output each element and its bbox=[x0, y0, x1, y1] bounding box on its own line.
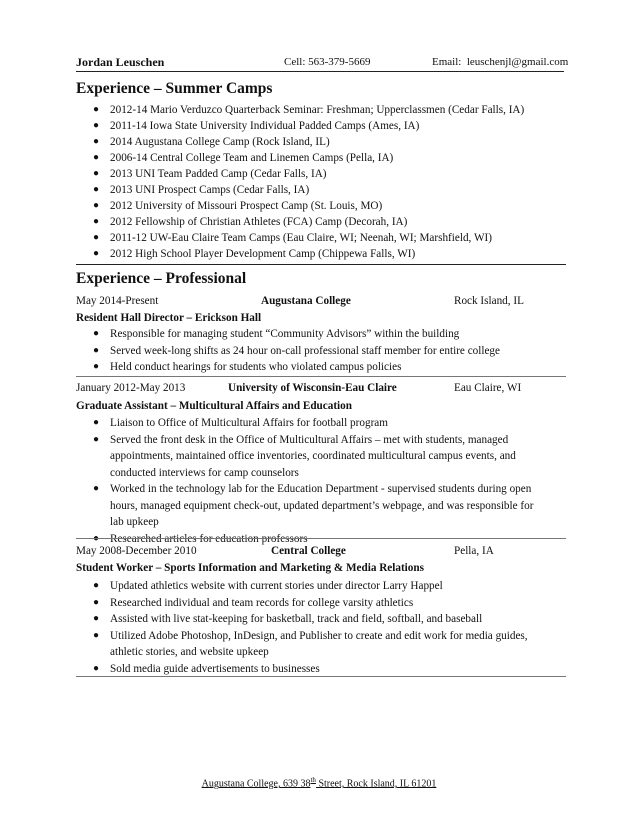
candidate-name: Jordan Leuschen bbox=[76, 55, 165, 69]
job-location: Pella, IA bbox=[454, 545, 494, 557]
list-item: ● 2013 UNI Team Padded Camp (Cedar Falls, IA) bbox=[93, 168, 327, 180]
job-organization: University of Wisconsin-Eau Claire bbox=[228, 382, 397, 394]
list-item: ● Researched individual and team records for college varsity athletics bbox=[88, 595, 558, 612]
bullet-icon: ● bbox=[93, 184, 100, 195]
list-item: ● 2011-12 UW-Eau Claire Team Camps (Eau Claire, WI; Neenah, WI; Marshfield, WI) bbox=[93, 232, 492, 244]
job-organization: Central College bbox=[271, 545, 346, 557]
bullet-icon: ● bbox=[93, 417, 100, 428]
job-bullets bbox=[88, 415, 548, 547]
contact-header bbox=[76, 55, 569, 72]
section-divider bbox=[76, 264, 566, 265]
email-address: leuschenjl@gmail.com bbox=[466, 56, 569, 68]
bullet-icon: ● bbox=[93, 168, 100, 179]
bullet-icon: ● bbox=[93, 662, 100, 674]
job-bullets bbox=[88, 578, 558, 677]
bullet-icon: ● bbox=[93, 136, 100, 147]
list-item: ● Served the front desk in the Office of Multicultural Affairs – met with students, managed appointments, maintained office inventories, coordinated multicultural campus events, and conducted interviews for camp counselors bbox=[93, 433, 516, 479]
bullet-icon: ● bbox=[93, 361, 100, 372]
list-item: ● Utilized Adobe Photoshop, InDesign, and Publisher to create and edit work for media guides, athletic stories, and website upkeep bbox=[93, 629, 528, 658]
job-header bbox=[76, 545, 566, 561]
list-item: ● 2011-14 Iowa State University Individual Padded Camps (Ames, IA) bbox=[93, 120, 420, 132]
footer-address-suffix: Street, Rock Island, IL 61201 bbox=[315, 778, 437, 790]
job-divider bbox=[76, 376, 566, 377]
list-item: ● Held conduct hearings for students who violated campus policies bbox=[88, 359, 568, 376]
job-location: Rock Island, IL bbox=[454, 295, 524, 307]
bullet-icon: ● bbox=[93, 104, 100, 115]
list-item: ● 2012 High School Player Development Camp (Chippewa Falls, WI) bbox=[93, 248, 416, 260]
list-item: ● 2013 UNI Prospect Camps (Cedar Falls, IA) bbox=[93, 184, 310, 196]
email-label: Email: bbox=[432, 56, 462, 68]
list-item: ● Sold media guide advertisements to businesses bbox=[88, 661, 558, 678]
footer-address-sup: th bbox=[310, 776, 316, 784]
bullet-icon: ● bbox=[93, 532, 100, 544]
job-dates: January 2012-May 2013 bbox=[76, 382, 186, 394]
bullet-icon: ● bbox=[93, 248, 100, 259]
job-dates: May 2008-December 2010 bbox=[76, 545, 197, 557]
bullet-icon: ● bbox=[93, 216, 100, 227]
list-item: ● Responsible for managing student “Community Advisors” within the building bbox=[88, 326, 568, 343]
job-divider bbox=[76, 538, 566, 539]
list-item: ● Worked in the technology lab for the Education Department - supervised students during open hours, managed equipment check-out, updated department’s webpage, and was responsible for lab upkeep bbox=[93, 483, 534, 528]
job-header bbox=[76, 382, 566, 398]
email-line bbox=[432, 56, 568, 68]
job-divider bbox=[76, 676, 566, 677]
list-item: ● Liaison to Office of Multicultural Affairs for football program bbox=[88, 415, 548, 432]
list-item: ● 2014 Augustana College Camp (Rock Island, IL) bbox=[93, 136, 330, 148]
list-item: ● Researched articles for education professors bbox=[88, 531, 548, 548]
list-item: ● 2012 University of Missouri Prospect Camp (St. Louis, MO) bbox=[93, 200, 383, 212]
bullet-icon: ● bbox=[93, 629, 100, 641]
job-role: Student Worker – Sports Information and Marketing & Media Relations bbox=[76, 562, 424, 574]
list-item: ● Updated athletics website with current stories under director Larry Happel bbox=[88, 578, 558, 595]
list-item: ● 2012 Fellowship of Christian Athletes (FCA) Camp (Decorah, IA) bbox=[93, 216, 408, 228]
professional-heading: Experience – Professional bbox=[76, 270, 247, 287]
summer-camps-heading: Experience – Summer Camps bbox=[76, 80, 273, 97]
bullet-icon: ● bbox=[93, 152, 100, 163]
job-location: Eau Claire, WI bbox=[454, 382, 522, 394]
bullet-icon: ● bbox=[93, 200, 100, 211]
bullet-icon: ● bbox=[93, 613, 100, 624]
job-role: Resident Hall Director – Erickson Hall bbox=[76, 312, 262, 324]
job-organization: Augustana College bbox=[261, 295, 351, 307]
bullet-icon: ● bbox=[93, 328, 100, 339]
list-item: ● Served week-long shifts as 24 hour on-call professional staff member for entire college bbox=[88, 343, 568, 360]
job-header bbox=[76, 295, 566, 311]
bullet-icon: ● bbox=[93, 433, 100, 445]
bullet-icon: ● bbox=[93, 120, 100, 131]
list-item: ● 2012-14 Mario Verduzco Quarterback Seminar: Freshman; Upperclassmen (Cedar Falls, IA) bbox=[93, 104, 525, 116]
bullet-icon: ● bbox=[93, 483, 100, 494]
cell-phone: Cell: 563-379-5669 bbox=[284, 56, 371, 68]
bullet-icon: ● bbox=[93, 344, 100, 356]
job-dates: May 2014-Present bbox=[76, 295, 159, 307]
list-item: ● 2006-14 Central College Team and Linemen Camps (Pella, IA) bbox=[93, 152, 394, 164]
footer-address-prefix: Augustana College, 639 38 bbox=[201, 778, 311, 790]
footer-address bbox=[0, 776, 638, 789]
bullet-icon: ● bbox=[93, 232, 100, 243]
bullet-icon: ● bbox=[93, 596, 100, 608]
list-item: ● Assisted with live stat-keeping for basketball, track and field, softball, and baseball bbox=[88, 611, 558, 628]
job-role: Graduate Assistant – Multicultural Affairs and Education bbox=[76, 400, 352, 412]
job-bullets bbox=[88, 326, 568, 376]
summer-camps-list bbox=[88, 102, 568, 262]
bullet-icon: ● bbox=[93, 580, 100, 591]
